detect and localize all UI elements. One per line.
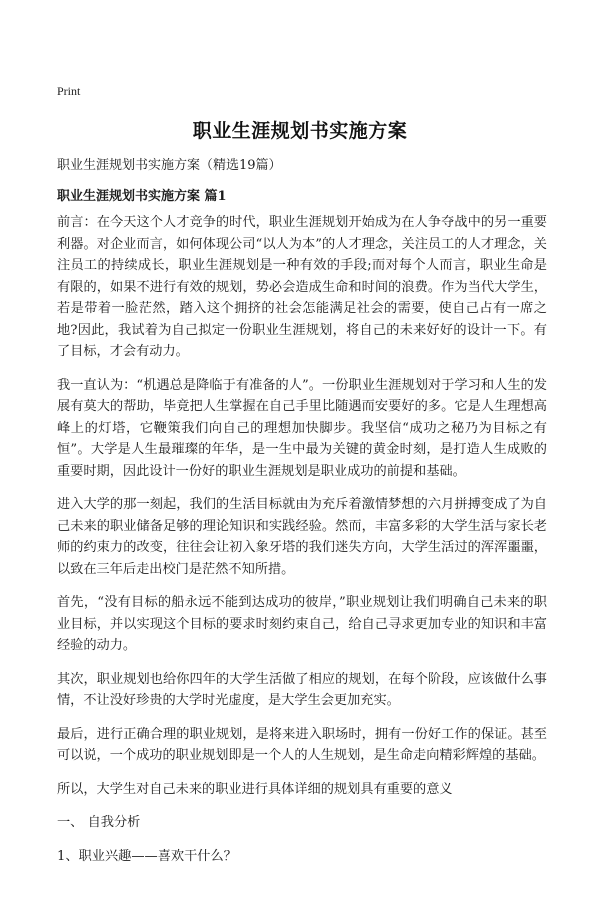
paragraph-conclusion: 所以，大学生对自己未来的职业进行具体详细的规划具有重要的意义 [57,781,453,797]
heading-self-analysis: 一、 自我分析 [57,815,141,830]
paragraph-last: 最后，进行正确合理的职业规划，是将来进入职场时，拥有一份好工作的保证。甚至可以说，一个成功的职业规划即是一个人的人生规划，是生命走向精彩辉煌的基础。 [57,726,547,763]
document-body [57,212,547,879]
document-subtitle: 职业生涯规划书实施方案（精选19篇） [57,158,282,173]
print-label: Print [57,84,81,98]
paragraph-opportunity: 我一直认为：“机遇总是降临于有准备的人”。一份职业生涯规划对于学习和人生的发展有莫大的帮助，毕竟把人生掌握在自己手里比随遇而安要好的多。它是人生理想高峰上的灯塔，它鞭策我们向自己的理想加快脚步。我坚信“成功之秘乃为目标之有恒”。大学是人生最璀璨的年华，是一生中最为关键的黄金时刻，是打造人生成败的重要时期，因此设计一份好的职业生涯规划是职业成功的前提和基础。 [57,377,547,479]
paragraph-university-entry: 进入大学的那一刻起，我们的生活目标就由为充斥着激情梦想的六月拼搏变成了为自己未来的职业储备足够的理论知识和实践经验。然而，丰富多彩的大学生活与家长老师的约束力的改变，往往会让初入象牙塔的我们迷失方向，大学生活过的浑浑噩噩，以致在三年后走出校门是茫然不知所措。 [57,497,547,577]
document-title: 职业生涯规划书实施方案 [192,120,408,142]
paragraph-second: 其次，职业规划也给你四年的大学生活做了相应的规划，在每个阶段，应该做什么事情，不让没好珍贵的大学时光虚度，是大学生会更加充实。 [57,671,547,708]
paragraph-preface: 前言：在今天这个人才竞争的时代，职业生涯规划开始成为在人争夺战中的另一重要利器。对企业而言，如何体现公司“以人为本”的人才理念，关注员工的人才理念，关注员工的持续成长，职业生涯规划是一种有效的手段;而对每个人而言，职业生命是有限的，如果不进行有效的规划，势必会造成生命和时间的浪费。作为当代大学生，若是带着一脸茫然，踏入这个拥挤的社会怎能满足社会的需要，使自己占有一席之地?因此，我试着为自己拟定一份职业生涯规划，将自己的未来好好的设计一下。有了目标，才会有动力。 [57,215,547,359]
heading-career-interest: 1、职业兴趣——喜欢干什么？ [57,848,237,864]
paragraph-first: 首先，“没有目标的船永远不能到达成功的彼岸，”职业规划让我们明确自己未来的职业目标，并以实现这个目标的要求时刻约束自己，给自己寻求更加专业的知识和丰富经验的动力。 [57,595,547,653]
section-heading: 职业生涯规划书实施方案 篇1 [57,189,227,204]
